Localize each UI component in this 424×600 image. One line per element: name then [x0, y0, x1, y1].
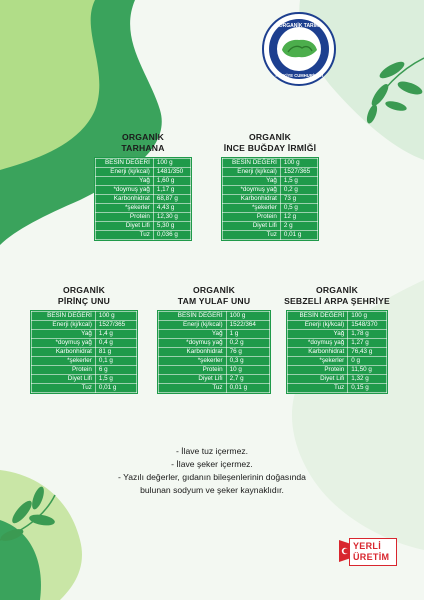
product-title-line1: ORGANİK: [63, 285, 105, 295]
nutrition-row: [32, 330, 137, 339]
nutrient-value: 76,43 g: [348, 348, 387, 357]
nutrient-label: *şekerler: [159, 357, 227, 366]
note-line: - İlave tuz içermez.: [175, 446, 249, 456]
nutrition-row: [159, 357, 270, 366]
nutrition-row: [288, 366, 387, 375]
nutrient-label: Yağ: [288, 330, 348, 339]
nutrient-label: BESİN DEĞERİ: [223, 159, 281, 168]
nutrient-value: 4,43 g: [153, 204, 190, 213]
nutrient-value: 12,30 g: [153, 213, 190, 222]
nutrition-row: [96, 231, 191, 240]
nutrition-row: [223, 222, 318, 231]
nutrient-label: Karbonhidrat: [32, 348, 96, 357]
nutrient-value: 1,78 g: [348, 330, 387, 339]
nutrient-value: 2 g: [280, 222, 317, 231]
nutrient-value: 100 g: [348, 312, 387, 321]
nutrition-row: [288, 321, 387, 330]
nutrition-row: [159, 375, 270, 384]
product-ince-bugday-irmigi: [220, 132, 320, 240]
nutrition-table: [31, 311, 137, 393]
nutrient-label: Yağ: [159, 330, 227, 339]
nutrient-label: *doymuş yağ: [96, 186, 154, 195]
nutrient-label: BESİN DEĞERİ: [96, 159, 154, 168]
nutrition-row: [32, 348, 137, 357]
nutrient-value: 0,15 g: [348, 384, 387, 393]
nutrient-label: Enerji (kj/kcal): [288, 321, 348, 330]
product-title-line1: ORGANİK: [193, 285, 235, 295]
nutrient-value: 11,50 g: [348, 366, 387, 375]
nutrient-label: *şekerler: [288, 357, 348, 366]
nutrient-label: Tuz: [32, 384, 96, 393]
nutrition-row: [32, 321, 137, 330]
nutrient-value: 68,87 g: [153, 195, 190, 204]
nutrient-value: 1,32 g: [348, 375, 387, 384]
note-line: - Yazılı değerler, gıdanın bileşenlerinin doğasında: [118, 472, 306, 482]
nutrient-value: 12 g: [280, 213, 317, 222]
nutrition-table: [287, 311, 387, 393]
nutrient-label: Tuz: [223, 231, 281, 240]
nutrient-value: 100 g: [153, 159, 190, 168]
nutrient-label: Karbonhidrat: [159, 348, 227, 357]
nutrient-label: BESİN DEĞERİ: [288, 312, 348, 321]
nutrient-label: Diyet Lifi: [96, 222, 154, 231]
nutrition-row: [32, 384, 137, 393]
nutrient-value: 100 g: [226, 312, 269, 321]
nutrition-row: [96, 168, 191, 177]
nutrient-value: 1481/350: [153, 168, 190, 177]
nutrition-header-row: [223, 159, 318, 168]
nutrient-label: Karbonhidrat: [223, 195, 281, 204]
note-line: - İlave şeker içermez.: [171, 459, 253, 469]
nutrient-label: *doymuş yağ: [223, 186, 281, 195]
nutrient-value: 0,1 g: [95, 357, 136, 366]
nutrition-header-row: [288, 312, 387, 321]
nutrition-row: [223, 204, 318, 213]
nutrition-row: [159, 330, 270, 339]
nutrition-row: [96, 177, 191, 186]
nutrition-table: [158, 311, 270, 393]
nutrient-label: Yağ: [96, 177, 154, 186]
product-title: [158, 285, 270, 306]
product-title-line1: ORGANİK: [316, 285, 358, 295]
nutrition-row: [32, 357, 137, 366]
yerli-text: YERLİ: [353, 541, 382, 551]
nutrition-table: [222, 158, 318, 240]
nutrition-row: [96, 204, 191, 213]
nutrition-row: [288, 384, 387, 393]
nutrition-row: [159, 321, 270, 330]
nutrient-value: 5,30 g: [153, 222, 190, 231]
nutrition-row: [288, 330, 387, 339]
nutrient-label: Tuz: [96, 231, 154, 240]
nutrient-label: BESİN DEĞERİ: [159, 312, 227, 321]
nutrition-header-row: [159, 312, 270, 321]
nutrient-label: Yağ: [223, 177, 281, 186]
nutrient-label: Enerji (kj/kcal): [96, 168, 154, 177]
nutrition-row: [223, 231, 318, 240]
nutrient-label: Tuz: [288, 384, 348, 393]
nutrient-value: 100 g: [280, 159, 317, 168]
yerli-uretim-logo: [337, 538, 397, 566]
badge-top-text: ORGANİK TARIM: [278, 23, 320, 29]
nutrient-value: 1,4 g: [95, 330, 136, 339]
product-title-line2: İNCE BUĞDAY İRMİĞİ: [223, 142, 317, 153]
product-tarhana: [95, 132, 191, 240]
product-title: [220, 132, 320, 153]
product-title: [95, 132, 191, 153]
product-title-line2: PİRİNÇ UNU: [57, 295, 111, 306]
nutrition-row: [288, 348, 387, 357]
notes: [80, 445, 344, 497]
nutrient-label: BESİN DEĞERİ: [32, 312, 96, 321]
nutrient-label: Protein: [96, 213, 154, 222]
nutrient-value: 0,3 g: [226, 357, 269, 366]
nutrition-row: [288, 375, 387, 384]
nutrition-row: [32, 375, 137, 384]
nutrient-value: 1,17 g: [153, 186, 190, 195]
nutrition-row: [96, 186, 191, 195]
nutrient-value: 0,2 g: [226, 339, 269, 348]
nutrition-header-row: [32, 312, 137, 321]
nutrition-row: [223, 186, 318, 195]
note-line: bulunan sodyum ve şeker kaynaklıdır.: [140, 485, 284, 495]
product-title: [31, 285, 137, 306]
nutrition-row: [223, 195, 318, 204]
nutrient-label: *doymuş yağ: [288, 339, 348, 348]
product-title: [284, 285, 390, 306]
nutrient-value: 1,5 g: [95, 375, 136, 384]
nutrition-row: [96, 222, 191, 231]
nutrient-value: 6 g: [95, 366, 136, 375]
nutrient-label: Protein: [32, 366, 96, 375]
nutrition-row: [159, 339, 270, 348]
nutrition-row: [159, 348, 270, 357]
nutrient-value: 73 g: [280, 195, 317, 204]
nutrient-value: 2,7 g: [226, 375, 269, 384]
nutrient-value: 0,4 g: [95, 339, 136, 348]
product-pirinc-unu: [31, 285, 137, 393]
product-title-line1: ORGANİK: [122, 132, 164, 142]
nutrient-label: Diyet Lifi: [159, 375, 227, 384]
nutrition-row: [223, 168, 318, 177]
nutrient-value: 0 g: [348, 357, 387, 366]
nutrient-value: 76 g: [226, 348, 269, 357]
nutrient-label: Protein: [288, 366, 348, 375]
nutrient-label: *doymuş yağ: [159, 339, 227, 348]
nutrition-row: [96, 195, 191, 204]
nutrient-value: 1527/365: [95, 321, 136, 330]
nutrient-value: 100 g: [95, 312, 136, 321]
nutrient-value: 0,2 g: [280, 186, 317, 195]
nutrient-label: Karbonhidrat: [96, 195, 154, 204]
nutrient-label: Protein: [223, 213, 281, 222]
nutrient-label: *şekerler: [32, 357, 96, 366]
nutrient-label: Yağ: [32, 330, 96, 339]
nutrient-label: Enerji (kj/kcal): [32, 321, 96, 330]
nutrient-value: 0,036 g: [153, 231, 190, 240]
nutrition-table: [95, 158, 191, 240]
nutrient-label: *şekerler: [96, 204, 154, 213]
nutrient-label: Diyet Lifi: [288, 375, 348, 384]
badge-bottom-text: TÜRKİYE CUMHURİYETİ: [274, 73, 324, 78]
nutrition-row: [96, 213, 191, 222]
nutrition-row: [32, 366, 137, 375]
nutrition-row: [288, 357, 387, 366]
nutrient-label: *şekerler: [223, 204, 281, 213]
nutrition-row: [223, 213, 318, 222]
nutrient-label: Tuz: [159, 384, 227, 393]
nutrient-value: 0,01 g: [280, 231, 317, 240]
nutrient-label: Enerji (kj/kcal): [223, 168, 281, 177]
nutrient-value: 1527/365: [280, 168, 317, 177]
nutrient-value: 1522/364: [226, 321, 269, 330]
nutrient-label: *doymuş yağ: [32, 339, 96, 348]
nutrient-value: 1,27 g: [348, 339, 387, 348]
product-title-line2: TARHANA: [121, 142, 165, 153]
product-tam-yulaf-unu: [158, 285, 270, 393]
product-sebzeli-arpa-sehriye: [284, 285, 390, 393]
nutrient-value: 81 g: [95, 348, 136, 357]
product-title-line1: ORGANİK: [249, 132, 291, 142]
nutrition-row: [159, 366, 270, 375]
nutrient-value: 0,5 g: [280, 204, 317, 213]
product-title-line2: SEBZELİ ARPA ŞEHRİYE: [284, 295, 390, 306]
nutrition-row: [223, 177, 318, 186]
nutrition-row: [288, 339, 387, 348]
nutrient-label: Enerji (kj/kcal): [159, 321, 227, 330]
nutrient-value: 0,01 g: [95, 384, 136, 393]
nutrition-row: [32, 339, 137, 348]
nutrient-value: 1,5 g: [280, 177, 317, 186]
nutrient-label: Protein: [159, 366, 227, 375]
nutrient-value: 1 g: [226, 330, 269, 339]
product-title-line2: TAM YULAF UNU: [177, 295, 251, 306]
nutrient-label: Karbonhidrat: [288, 348, 348, 357]
nutrient-label: Diyet Lifi: [32, 375, 96, 384]
nutrition-header-row: [96, 159, 191, 168]
nutrient-value: 0,01 g: [226, 384, 269, 393]
organic-certification-badge: [262, 12, 336, 86]
nutrient-value: 1,60 g: [153, 177, 190, 186]
nutrition-row: [159, 384, 270, 393]
nutrient-value: 1548/370: [348, 321, 387, 330]
uretim-text: ÜRETİM: [353, 552, 390, 562]
nutrient-value: 10 g: [226, 366, 269, 375]
nutrient-label: Diyet Lifi: [223, 222, 281, 231]
